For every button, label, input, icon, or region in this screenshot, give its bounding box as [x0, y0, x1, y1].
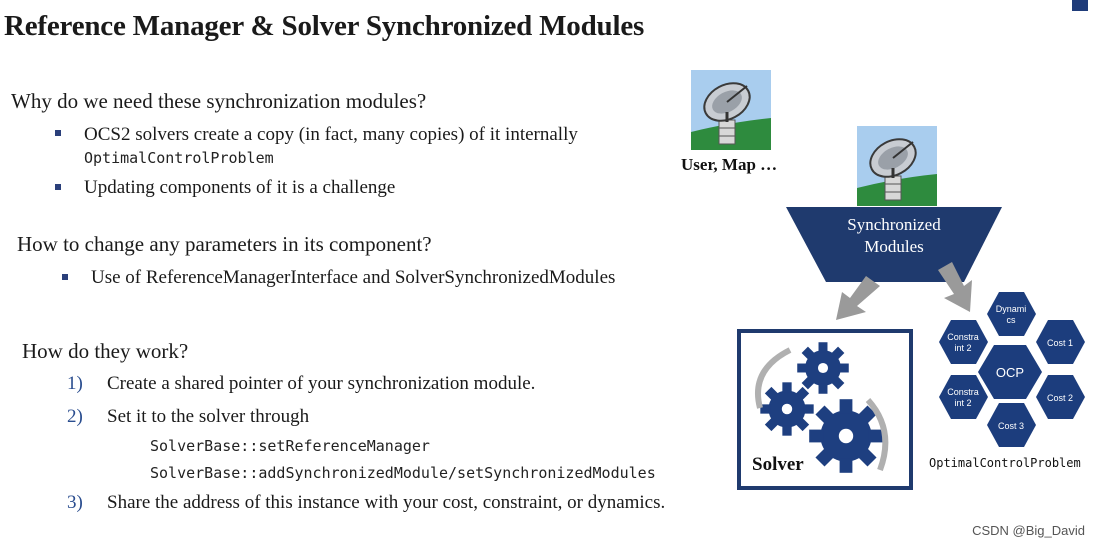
- bullet-code: OptimalControlProblem: [84, 149, 274, 167]
- gear-icon: [809, 399, 883, 473]
- hex-dynamics: [987, 292, 1036, 336]
- hex-constraint-top-label: Constra: [947, 332, 979, 342]
- hex-cost-3-label: Cost 3: [997, 421, 1025, 431]
- step-number: 3): [67, 492, 83, 513]
- step-code: SolverBase::setReferenceManager: [150, 437, 430, 455]
- section1-heading: Why do we need these synchronization modules?: [11, 89, 427, 113]
- step-text: Share the address of this instance with your cost, constraint, or dynamics.: [107, 492, 666, 513]
- ocp-hex-cluster: [939, 292, 1085, 447]
- funnel-label-line2: Modules: [864, 237, 924, 256]
- hex-cost-1-label: Cost 1: [1046, 338, 1074, 348]
- hex-constraint-top-label: int 2: [954, 343, 972, 353]
- corner-accent: [1072, 0, 1088, 11]
- gear-icon: [760, 382, 813, 435]
- funnel-label-line1: Synchronized: [847, 215, 941, 234]
- step-number: 2): [67, 406, 83, 427]
- step-number: 1): [67, 373, 83, 394]
- gear-icon: [797, 342, 849, 394]
- hex-constraint-top: [939, 320, 988, 364]
- bullet-text: Use of ReferenceManagerInterface and SolverSynchronizedModules: [91, 267, 616, 288]
- slide-title: Reference Manager & Solver Synchronized Modules: [4, 10, 645, 42]
- bullet-text: OCS2 solvers create a copy (in fact, many copies) of it internally: [84, 124, 578, 145]
- solver-label: Solver: [752, 454, 804, 475]
- arrow-to-solver: [836, 276, 880, 320]
- hex-cost-2-label: Cost 2: [1046, 393, 1074, 403]
- hex-constraint-bottom-label: Constra: [947, 387, 979, 397]
- bullet-marker: [55, 184, 61, 190]
- hex-constraint-bottom: [939, 375, 988, 419]
- hex-ocp-label: OCP: [995, 365, 1025, 380]
- section2-heading: How to change any parameters in its component?: [17, 232, 432, 256]
- step-code: SolverBase::addSynchronizedModule/setSynchronizedModules: [150, 464, 656, 482]
- user-map-label: User, Map …: [681, 155, 778, 174]
- step-text: Create a shared pointer of your synchronization module.: [107, 373, 536, 394]
- sync-diagram: [660, 60, 1099, 530]
- step-text: Set it to the solver through: [107, 406, 310, 427]
- watermark: CSDN @Big_David: [972, 523, 1085, 538]
- bullet-marker: [55, 130, 61, 136]
- hex-dynamics-label: cs: [1006, 315, 1016, 325]
- bullet-text: Updating components of it is a challenge: [84, 177, 396, 198]
- radar-dish-image: [857, 126, 937, 206]
- radar-dish-image: [691, 70, 771, 150]
- bullet-marker: [62, 274, 68, 280]
- section3-heading: How do they work?: [22, 339, 189, 363]
- ocp-caption: OptimalControlProblem: [929, 456, 1081, 470]
- hex-dynamics-label: Dynami: [995, 304, 1027, 314]
- hex-constraint-bottom-label: int 2: [954, 398, 972, 408]
